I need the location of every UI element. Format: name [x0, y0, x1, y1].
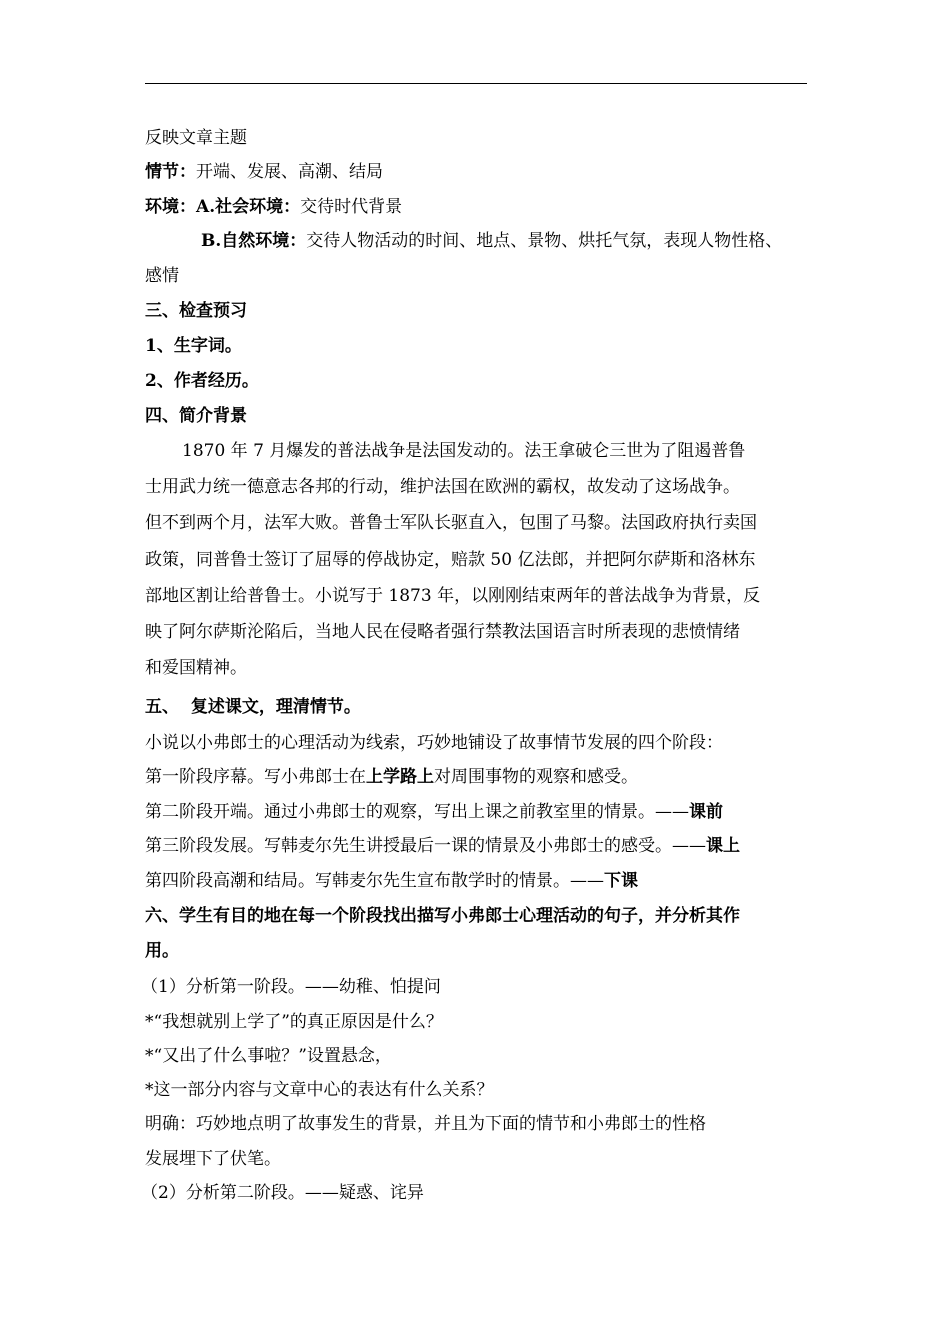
section-heading: 五、 复述课文，理清情节。 — [145, 697, 361, 717]
text-line: 第二阶段开端。通过小弗郎士的观察，写出上课之前教室里的情景。——课前 — [145, 802, 723, 822]
text-line: 第一阶段序幕。写小弗郎士在上学路上对周围事物的观察和感受。 — [145, 767, 638, 787]
text-line: *“我想就别上学了”的真正原因是什么？ — [145, 1012, 443, 1032]
text-line: *“又出了什么事啦？”设置悬念， — [145, 1046, 392, 1066]
list-item: 1、生字词。 — [145, 336, 242, 356]
emphasis: 上学路上 — [366, 767, 434, 787]
text-line: 反映文章主题 — [145, 128, 247, 148]
list-item: 2、作者经历。 — [145, 371, 259, 391]
text-line: 感情 — [145, 266, 179, 286]
paragraph-line: 士用武力统一德意志各邦的行动，维护法国在欧洲的霸权，故发动了这场战争。 — [145, 477, 740, 497]
emphasis: 下课 — [604, 871, 638, 891]
text-line: 小说以小弗郎士的心理活动为线索，巧妙地铺设了故事情节发展的四个阶段： — [145, 733, 723, 753]
text-line: 情节：开端、发展、高潮、结局 — [145, 162, 383, 182]
text-line: （2）分析第二阶段。——疑惑、诧异 — [141, 1183, 424, 1203]
text-line: 第四阶段高潮和结局。写韩麦尔先生宣布散学时的情景。——下课 — [145, 871, 638, 891]
bold-label: 情节： — [145, 162, 196, 182]
paragraph-line: 1870 年 7 月爆发的普法战争是法国发动的。法王拿破仑三世为了阻遏普鲁 — [182, 441, 746, 461]
emphasis: 课上 — [706, 836, 740, 856]
text-line: *这一部分内容与文章中心的表达有什么关系？ — [145, 1080, 494, 1100]
paragraph-line: 政策，同普鲁士签订了屈辱的停战协定，赔款 50 亿法郎，并把阿尔萨斯和洛林东 — [145, 550, 756, 570]
paragraph-line: 和爱国精神。 — [145, 658, 247, 678]
text-line: 第三阶段发展。写韩麦尔先生讲授最后一课的情景及小弗郎士的感受。——课上 — [145, 836, 740, 856]
text-line: B.自然环境：交待人物活动的时间、地点、景物、烘托气氛，表现人物性格、 — [201, 231, 783, 251]
text-line: 明确：巧妙地点明了故事发生的背景，并且为下面的情节和小弗郎士的性格 — [145, 1114, 706, 1134]
section-heading: 六、学生有目的地在每一个阶段找出描写小弗郎士心理活动的句子，并分析其作 — [145, 906, 740, 926]
bold-label: 环境：A.社会环境： — [145, 197, 301, 217]
text-line: （1）分析第一阶段。——幼稚、怕提问 — [141, 977, 441, 997]
section-heading: 四、简介背景 — [145, 406, 247, 426]
bold-label: B.自然环境： — [201, 231, 307, 251]
section-heading: 三、检查预习 — [145, 301, 247, 321]
paragraph-line: 部地区割让给普鲁士。小说写于 1873 年，以刚刚结束两年的普法战争为背景，反 — [145, 586, 761, 606]
paragraph-line: 映了阿尔萨斯沦陷后，当地人民在侵略者强行禁教法国语言时所表现的悲愤情绪 — [145, 622, 740, 642]
emphasis: 课前 — [689, 802, 723, 822]
text-line: 环境：A.社会环境：交待时代背景 — [145, 197, 403, 217]
paragraph-line: 但不到两个月，法军大败。普鲁士军队长驱直入，包围了马黎。法国政府执行卖国 — [145, 513, 757, 533]
text-line: 发展埋下了伏笔。 — [145, 1149, 281, 1169]
section-heading: 用。 — [145, 941, 179, 961]
header-rule — [145, 83, 807, 84]
